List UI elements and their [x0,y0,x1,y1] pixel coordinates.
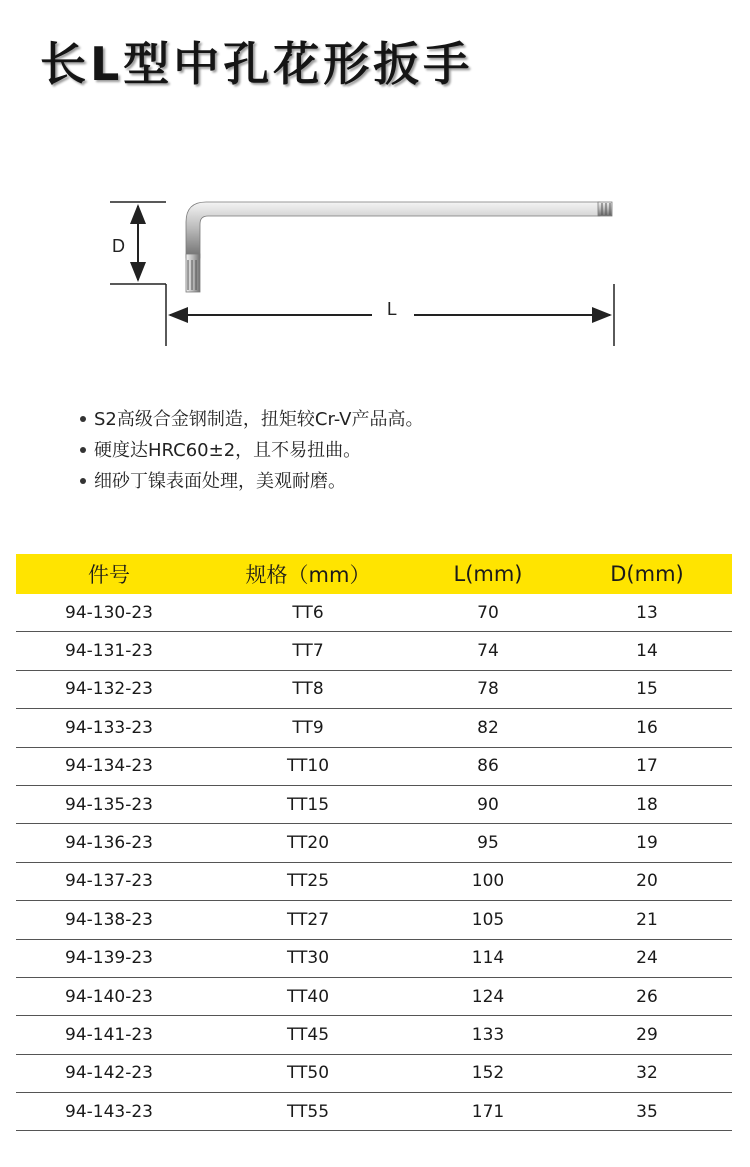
cell-diameter: 32 [636,1063,658,1084]
wrench-diagram [0,150,750,360]
cell-part-no: 94-140-23 [65,986,153,1007]
bullet-icon [80,416,86,422]
table-row [16,1016,732,1054]
table-row [16,709,732,747]
feature-text: S2高级合金钢制造，扭矩较Cr-V产品高。 [94,409,424,430]
cell-part-no: 94-133-23 [65,717,153,738]
table-row [16,901,732,939]
cell-part-no: 94-131-23 [65,641,153,662]
cell-diameter: 24 [636,948,658,969]
cell-spec: TT10 [286,756,330,777]
table-row [16,632,732,670]
spec-table [16,554,732,1131]
cell-diameter: 15 [636,679,658,700]
cell-spec: TT6 [292,602,324,623]
header-spec: 规格（mm） [245,563,371,587]
cell-diameter: 20 [636,871,658,892]
table-row [16,1055,732,1093]
cell-length: 114 [471,948,505,969]
cell-part-no: 94-137-23 [65,871,153,892]
table-row [16,786,732,824]
cell-spec: TT55 [286,1101,330,1122]
feature-item [80,435,423,466]
table-header [16,554,732,594]
feature-item [80,404,423,435]
cell-spec: TT15 [286,794,330,815]
bullet-icon [80,447,86,453]
page-title: 长L型中孔花形扳手 [40,37,474,91]
cell-diameter: 29 [636,1024,658,1045]
cell-part-no: 94-141-23 [65,1024,153,1045]
cell-spec: TT30 [286,948,330,969]
feature-text: 细砂丁镍表面处理，美观耐磨。 [94,471,346,492]
header-diameter: D(mm) [610,562,684,586]
cell-diameter: 13 [636,602,658,623]
cell-part-no: 94-142-23 [65,1063,153,1084]
cell-part-no: 94-139-23 [65,948,153,969]
cell-diameter: 16 [636,717,658,738]
cell-spec: TT27 [286,909,330,930]
cell-length: 70 [477,602,499,623]
cell-length: 90 [477,794,499,815]
cell-diameter: 21 [636,909,658,930]
table-row [16,978,732,1016]
cell-length: 86 [477,756,499,777]
cell-length: 124 [471,986,505,1007]
cell-length: 95 [477,833,499,854]
cell-part-no: 94-132-23 [65,679,153,700]
table-row [16,1093,732,1131]
cell-part-no: 94-143-23 [65,1101,153,1122]
cell-diameter: 26 [636,986,658,1007]
d-label: D [112,236,125,256]
cell-spec: TT20 [286,833,330,854]
cell-spec: TT7 [292,641,324,662]
cell-diameter: 18 [636,794,658,815]
feature-list [80,404,423,497]
cell-part-no: 94-130-23 [65,602,153,623]
feature-item [80,466,423,497]
cell-diameter: 35 [636,1101,658,1122]
feature-text: 硬度达HRC60±2，且不易扭曲。 [94,440,362,461]
cell-spec: TT45 [286,1024,330,1045]
cell-spec: TT25 [286,871,330,892]
wrench-shape [186,202,612,292]
cell-spec: TT40 [286,986,330,1007]
cell-length: 100 [471,871,505,892]
cell-diameter: 17 [636,756,658,777]
cell-length: 133 [471,1024,505,1045]
l-label: L [387,299,398,319]
cell-part-no: 94-136-23 [65,833,153,854]
table-row [16,671,732,709]
cell-spec: TT9 [292,717,324,738]
cell-part-no: 94-134-23 [65,756,153,777]
table-row [16,940,732,978]
cell-length: 105 [471,909,505,930]
cell-length: 74 [477,641,499,662]
cell-part-no: 94-135-23 [65,794,153,815]
bullet-icon [80,478,86,484]
cell-spec: TT8 [292,679,324,700]
cell-length: 171 [471,1101,505,1122]
table-row [16,863,732,901]
header-part-no: 件号 [88,563,130,587]
table-row [16,594,732,632]
table-row [16,748,732,786]
table-body [16,594,732,1131]
cell-length: 82 [477,717,499,738]
cell-diameter: 14 [636,641,658,662]
cell-length: 78 [477,679,499,700]
cell-length: 152 [471,1063,505,1084]
header-length: L(mm) [453,562,523,586]
cell-diameter: 19 [636,833,658,854]
cell-spec: TT50 [286,1063,330,1084]
table-row [16,824,732,862]
cell-part-no: 94-138-23 [65,909,153,930]
